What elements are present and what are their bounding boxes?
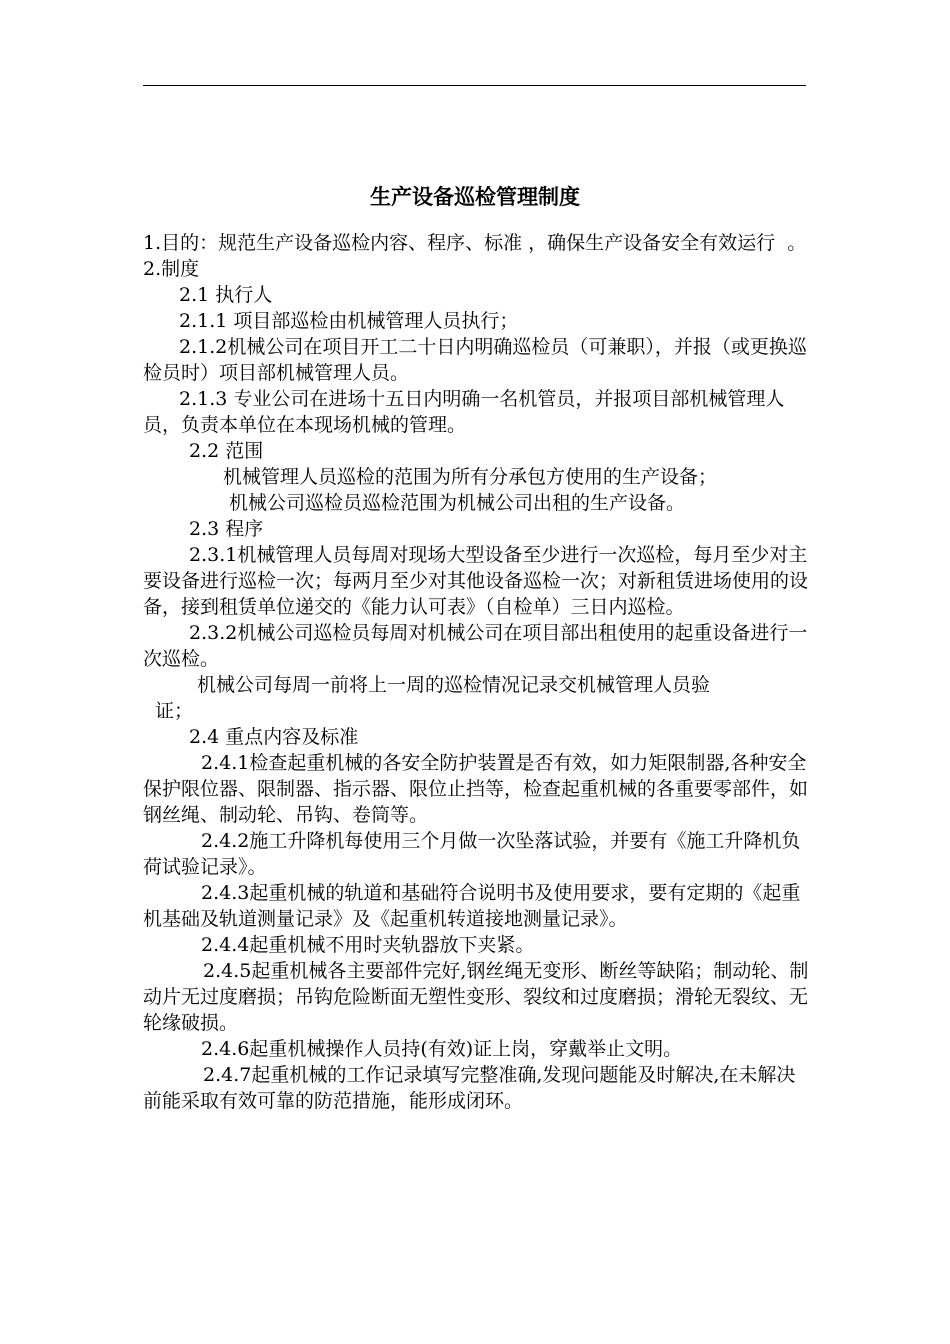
paragraph-scope-1: 机械管理人员巡检的范围为所有分承包方使用的生产设备；	[223, 466, 718, 488]
paragraph-2-3-2: 2.3.2机械公司巡检员每周对机械公司在项目部出租使用的起重设备进行一次巡检。	[143, 622, 808, 670]
paragraph-2-4-3: 2.4.3起重机械的轨道和基础符合说明书及使用要求，要有定期的《起重机基础及轨道测量记录》及《起重机转道接地测量记录》。	[143, 882, 801, 930]
paragraph-2-4-1: 2.4.1检查起重机械的各安全防护装置是否有效，如力矩限制器,各种安全保护限位器、限制器、指示器、限位止挡等，检查起重机械的各重要零部件，如钢丝绳、制动轮、吊钩、卷筒等。	[143, 752, 809, 826]
paragraph-2-4-7: 2.4.7起重机械的工作记录填写完整准确,发现问题能及时解决,在未解决前能采取有效可靠的防范措施，能形成闭环。	[143, 1064, 796, 1112]
paragraph-2-1-2: 2.1.2机械公司在项目开工二十日内明确巡检员（可兼职），并报（或更换巡检员时）项目部机械管理人员。	[143, 336, 807, 384]
heading-policy: 2.制度	[143, 258, 200, 280]
document-title: 生产设备巡检管理制度	[370, 185, 580, 209]
paragraph-scope-2: 机械公司巡检员巡检范围为机械公司出租的生产设备。	[229, 492, 686, 514]
paragraph-purpose: 1.目的：规范生产设备巡检内容、程序、标准 ，确保生产设备安全有效运行 。	[143, 232, 807, 254]
paragraph-2-4-2: 2.4.2施工升降机每使用三个月做一次坠落试验，并要有《施工升降机负荷试验记录》。	[143, 830, 801, 878]
heading-procedure: 2.3 程序	[189, 518, 264, 540]
paragraph-2-4-4: 2.4.4起重机械不用时夹轨器放下夹紧。	[201, 934, 535, 956]
heading-executor: 2.1 执行人	[179, 284, 273, 306]
paragraph-weekly-report-end: 证；	[155, 700, 194, 722]
paragraph-weekly-report: 机械公司每周一前将上一周的巡检情况记录交机械管理人员验	[197, 674, 711, 696]
paragraph-2-1-1: 2.1.1 项目部巡检由机械管理人员执行；	[179, 310, 519, 332]
paragraph-2-4-5: 2.4.5起重机械各主要部件完好,钢丝绳无变形、断丝等缺陷；制动轮、制动片无过度磨损；吊钩危险断面无塑性变形、裂纹和过度磨损；滑轮无裂纹、无轮缘破损。	[143, 960, 809, 1034]
paragraph-2-4-6: 2.4.6起重机械操作人员持(有效)证上岗，穿戴举止文明。	[201, 1038, 683, 1060]
document-body	[143, 230, 811, 1114]
paragraph-2-3-1: 2.3.1机械管理人员每周对现场大型设备至少进行一次巡检，每月至少对主要设备进行巡检一次；每两月至少对其他设备巡检一次；对新租赁进场使用的设备，接到租赁单位递交的《能力认可表》（自检单）三日内巡检。	[143, 544, 809, 618]
heading-key-content: 2.4 重点内容及标准	[189, 726, 359, 748]
header-rule	[143, 85, 806, 86]
paragraph-2-1-3: 2.1.3 专业公司在进场十五日内明确一名机管员，并报项目部机械管理人员，负责本单位在本现场机械的管理。	[143, 388, 785, 436]
heading-scope: 2.2 范围	[189, 440, 264, 462]
